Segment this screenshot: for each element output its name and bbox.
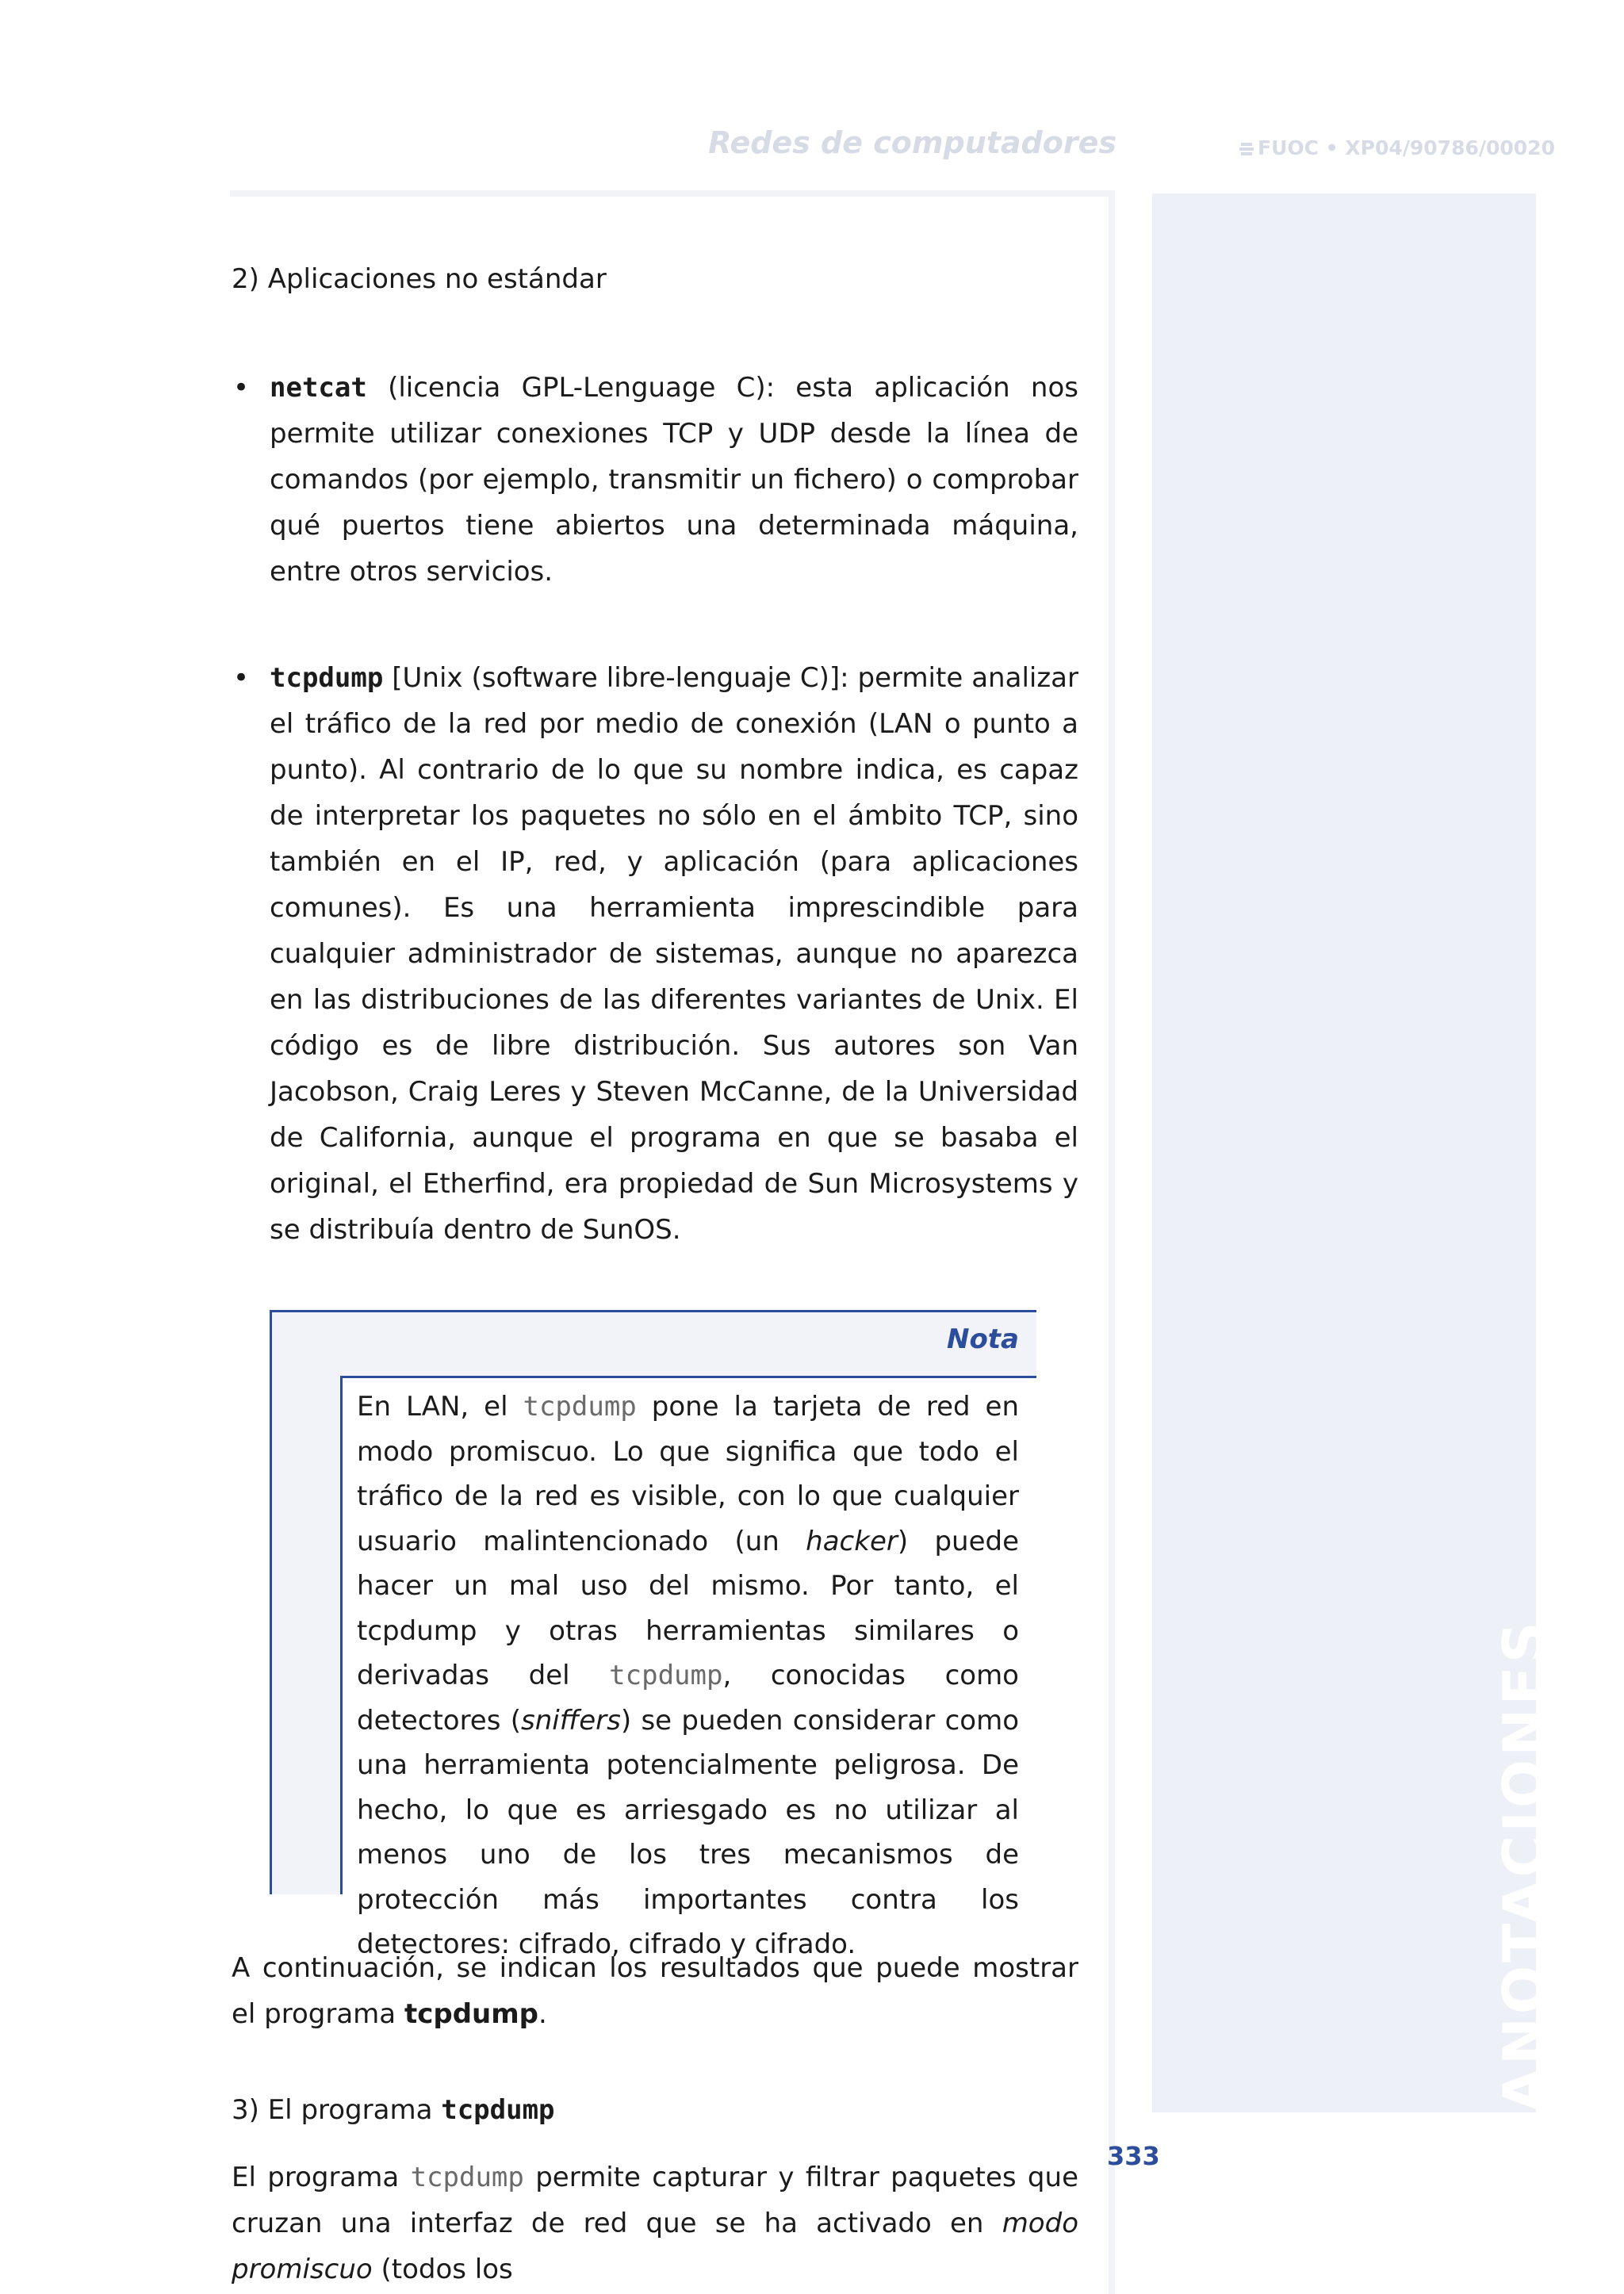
bold-tcpdump: tcpdump: [404, 1998, 539, 2030]
netcat-description: (licencia GPL-Lenguage C): esta aplicación nos permite utilizar conexiones TCP y UDP desde la línea de comandos (por ejemplo, transmitir un fichero) o comprobar qué puertos tiene abiertos una determinada máquina, entre otros servicios.: [270, 372, 1078, 588]
term-tcpdump: tcpdump: [270, 662, 384, 694]
paragraph-text: .: [538, 1998, 547, 2030]
term-netcat: netcat: [270, 372, 367, 404]
main-content: [232, 262, 1078, 2292]
annotations-label: ANOTACIONES: [1491, 1618, 1557, 2112]
paragraph-text: (todos los: [372, 2254, 513, 2285]
code-tcpdump: tcpdump: [410, 2162, 524, 2193]
note-body: [340, 1376, 1036, 1960]
paragraph-text: permite capturar y filtrar paquetes que cruzan una interfaz de red que se ha activado en: [232, 2162, 1078, 2239]
section-heading-3: [232, 2093, 1078, 2127]
note-text-part: pone la tarjeta de red en modo promiscuo. Lo que significa que todo el tráfico de la red es visible, con lo que cualquier usuario malintencionado (un: [357, 1391, 1019, 1557]
note-text-part: En LAN, el: [357, 1391, 523, 1423]
section-heading-3-text: 3) El programa: [232, 2094, 442, 2126]
bullet-icon: •: [233, 662, 250, 694]
section-heading-3-code: tcpdump: [441, 2094, 555, 2126]
note-em-hacker: hacker: [806, 1525, 898, 1557]
running-header-code: [1239, 136, 1555, 159]
tcpdump-paragraph: [232, 2154, 1078, 2292]
note-text-part: ) se pueden considerar como una herramienta potencialmente peligrosa. De hecho, lo que es arriesgado es no utilizar al menos uno de los tres mecanismos de protección más importantes contra los detectores: cifrado, cifrado y cifrado.: [357, 1704, 1020, 1960]
tcpdump-description: [Unix (software libre-lenguaje C)]: permite analizar el tráfico de la red por medio de conexión (LAN o punto a punto). Al contrario de lo que su nombre indica, es capaz de interpretar los paquetes no sólo en el ámbito TCP, sino también en el IP, red, y aplicación (para aplicaciones comunes). Es una herramienta imprescindible para cualquier administrador de sistemas, aunque no aparezca en las distribuciones de las diferentes variantes de Unix. El código es de libre distribución. Sus autores son Van Jacobson, Craig Leres y Steven McCanne, de la Universidad de California, aunque el programa en que se basaba el original, el Etherfind, era propiedad de Sun Microsystems y se distribuía dentro de SunOS.: [270, 662, 1078, 1246]
note-code-tcpdump-2: tcpdump: [609, 1660, 723, 1691]
note-text-part: , conocidas como detectores (: [357, 1660, 1019, 1737]
note-em-sniffers: sniffers: [521, 1704, 621, 1737]
section-heading-2: 2) Aplicaciones no estándar: [232, 263, 607, 295]
page-number: 333: [1107, 2141, 1160, 2171]
paragraph-text: A continuación, se indican los resultados que puede mostrar el programa: [232, 1952, 1078, 2030]
note-title: Nota: [946, 1323, 1019, 1355]
bullet-icon: •: [233, 372, 250, 404]
paragraph-text: El programa: [232, 2162, 411, 2193]
list-item-tcpdump: [232, 655, 1078, 1253]
document-code: FUOC • XP04/90786/00020: [1258, 136, 1555, 159]
running-header-title: Redes de computadores: [708, 125, 1116, 160]
note-code-tcpdump: tcpdump: [523, 1391, 637, 1423]
annotations-sidebar: [1152, 193, 1536, 2112]
note-box: [270, 1310, 1036, 1960]
fuoc-logo-icon: [1239, 142, 1254, 156]
em-modo-promiscuo: modo promiscuo: [232, 2208, 1078, 2285]
list-item-netcat: [232, 365, 1078, 595]
header-rule: [230, 190, 1115, 197]
note-text-part: ) puede hacer un mal uso del mismo. Por tanto, el tcpdump y otras herramientas similares o derivadas del: [357, 1525, 1019, 1691]
note-text: [357, 1384, 1019, 1967]
column-divider: [1109, 190, 1115, 2294]
